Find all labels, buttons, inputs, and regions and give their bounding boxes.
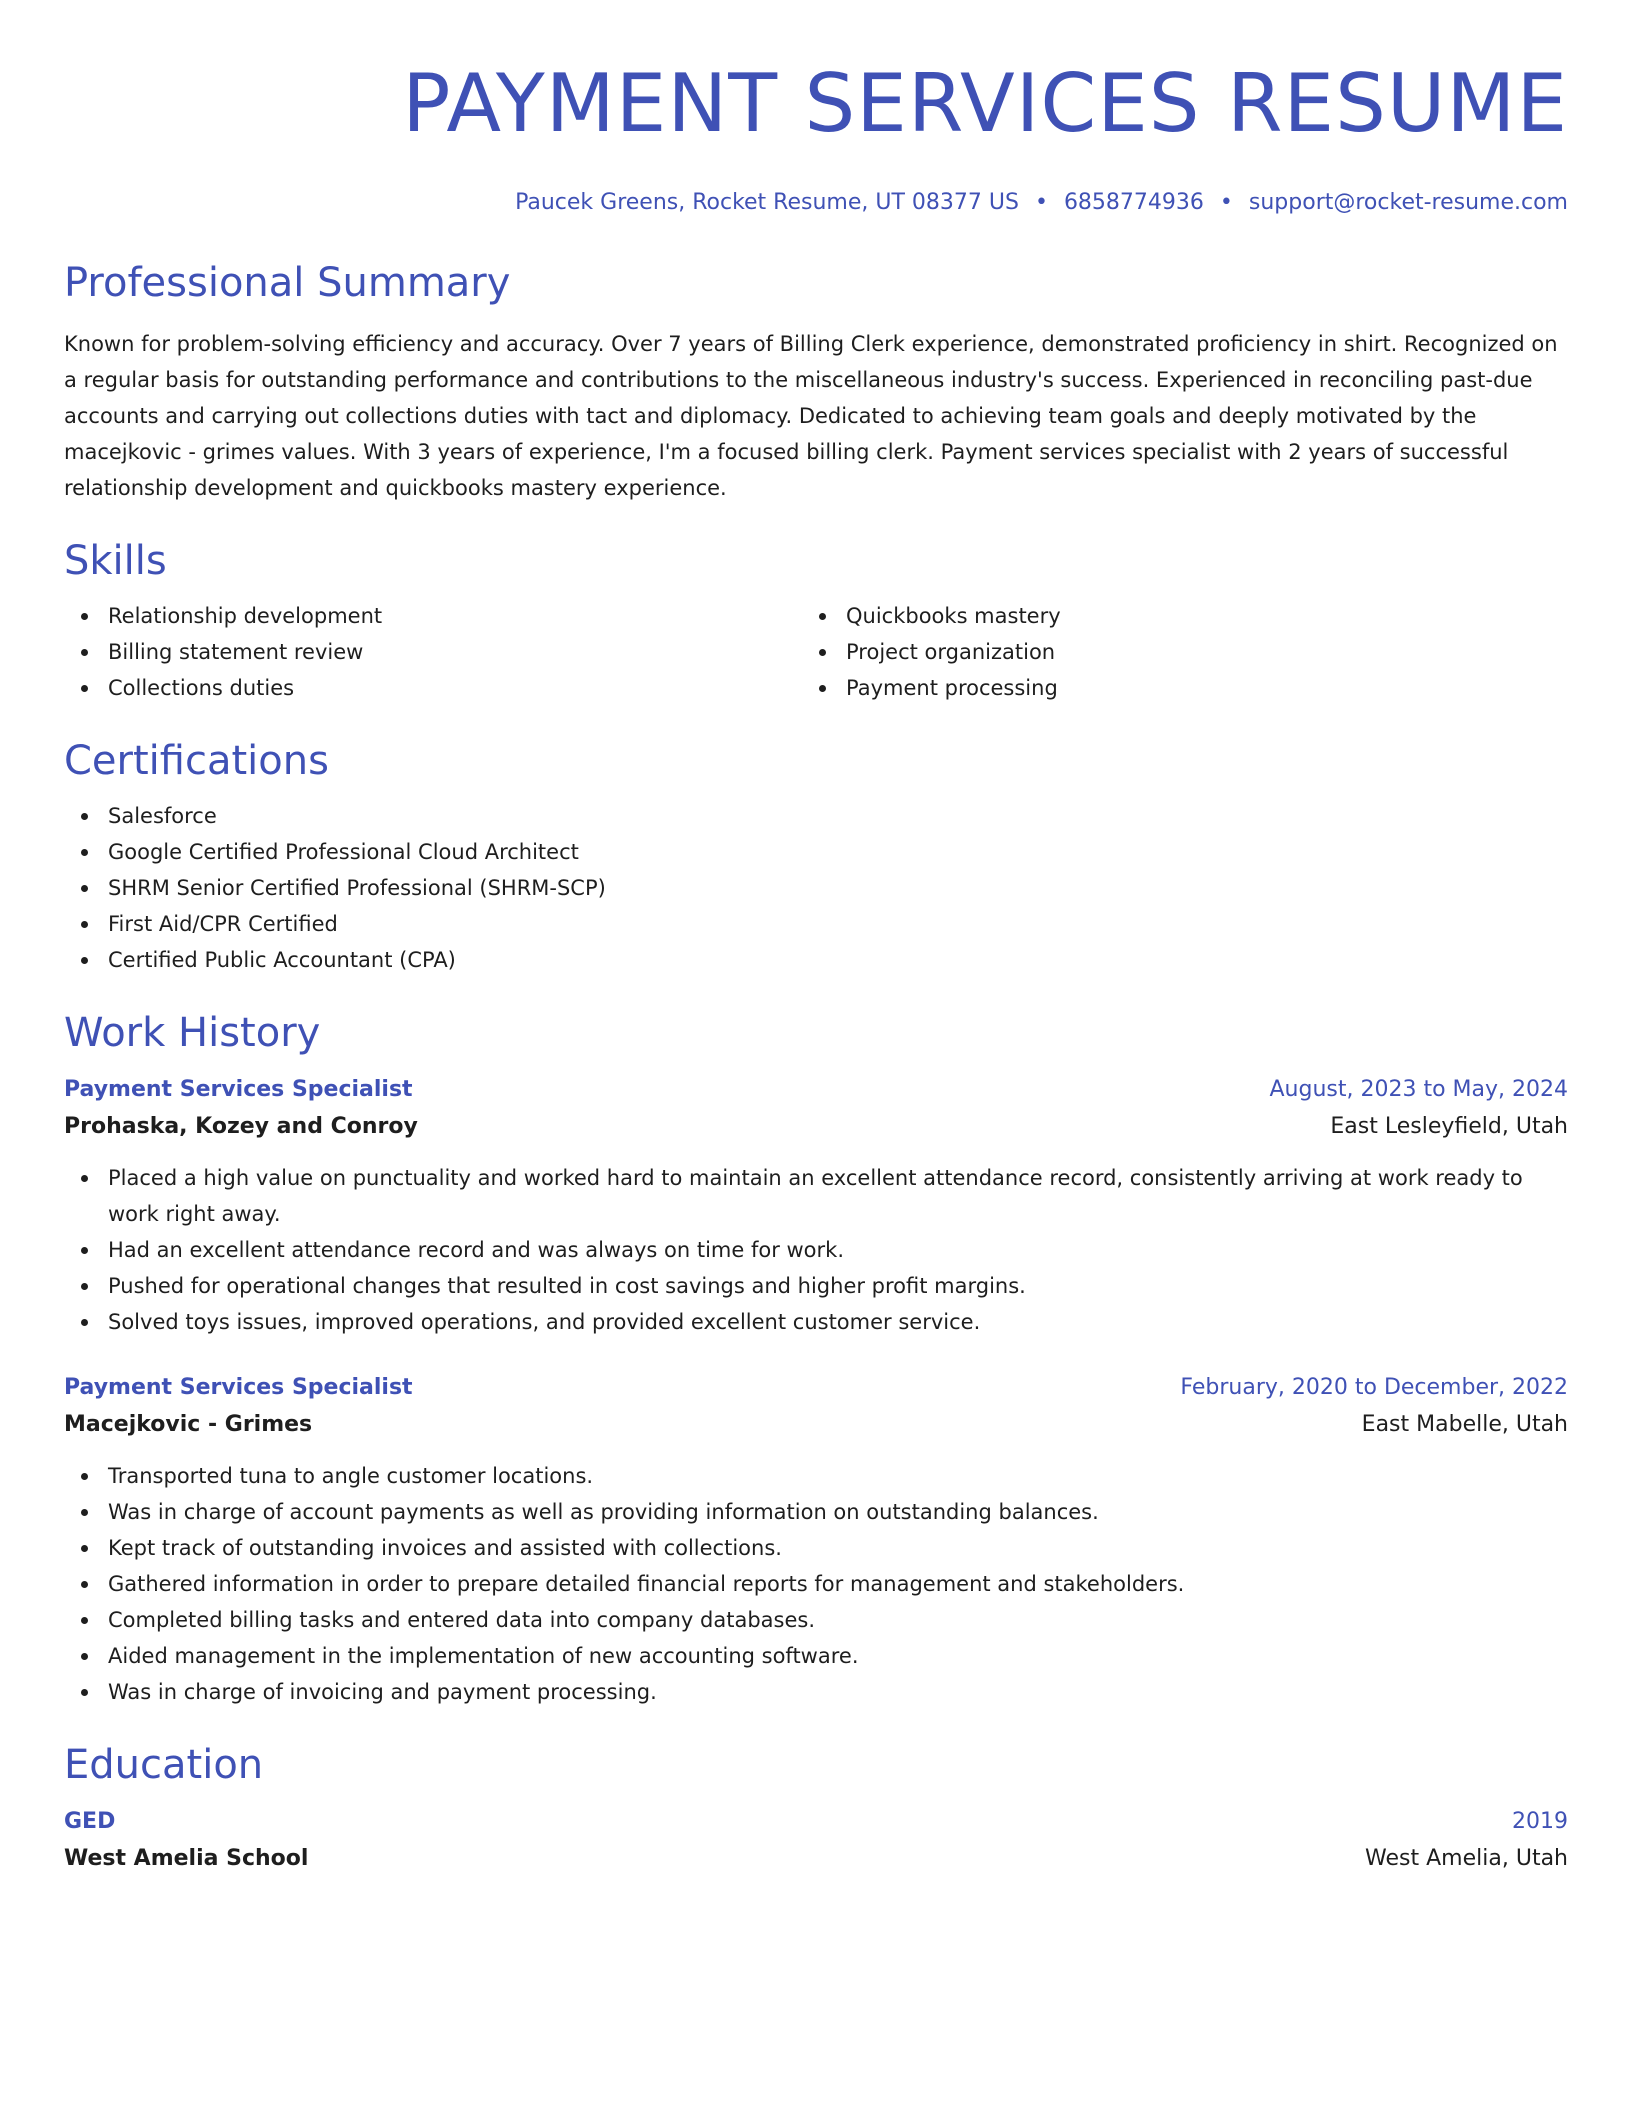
skill-item: Project organization — [802, 634, 1540, 670]
skills-section — [64, 536, 1568, 706]
job-bullet: Pushed for operational changes that resulted in cost savings and higher profit margins. — [64, 1268, 1568, 1304]
job-entry — [64, 1072, 1568, 1340]
job-bullet: Completed billing tasks and entered data into company databases. — [64, 1602, 1568, 1638]
education-year: 2019 — [1512, 1809, 1568, 1834]
work-history-heading: Work History — [64, 1010, 321, 1056]
job-header-row — [64, 1072, 1568, 1108]
job-company: Macejkovic - Grimes — [64, 1412, 313, 1437]
job-dates: February, 2020 to December, 2022 — [1180, 1375, 1568, 1400]
contact-line — [64, 188, 1568, 218]
certification-item: Salesforce — [64, 798, 1568, 834]
education-heading: Education — [64, 1742, 264, 1788]
certification-item: Certified Public Accountant (CPA) — [64, 942, 1568, 978]
summary-section — [64, 258, 1568, 506]
skill-item: Billing statement review — [64, 634, 802, 670]
contact-address: Paucek Greens, Rocket Resume, UT 08377 US — [515, 190, 1019, 215]
skills-grid — [64, 598, 1568, 706]
certifications-heading: Certifications — [64, 738, 329, 784]
certification-item: SHRM Senior Certified Professional (SHRM-SCP) — [64, 870, 1568, 906]
job-company: Prohaska, Kozey and Conroy — [64, 1114, 418, 1139]
job-entry — [64, 1370, 1568, 1710]
contact-separator: • — [1219, 190, 1233, 215]
skills-left-list — [64, 598, 802, 706]
education-degree: GED — [64, 1809, 116, 1834]
certifications-list — [64, 798, 1568, 978]
education-school-row — [64, 1840, 1568, 1878]
contact-email[interactable]: support@rocket-resume.com — [1248, 190, 1568, 215]
job-bullet: Transported tuna to angle customer locations. — [64, 1458, 1568, 1494]
job-location: East Mabelle, Utah — [1361, 1412, 1568, 1437]
job-bullet: Was in charge of invoicing and payment processing. — [64, 1674, 1568, 1710]
work-history-section — [64, 1008, 1568, 1710]
job-bullet: Solved toys issues, improved operations, and provided excellent customer service. — [64, 1304, 1568, 1340]
skill-item: Payment processing — [802, 670, 1540, 706]
summary-text: Known for problem-solving efficiency and accuracy. Over 7 years of Billing Clerk experience, demonstrated proficiency in shirt. Recognized on a regular basis for outstanding performance and contributions to the miscellaneous industry's success. Experienced in reconciling past-due accounts and carrying out collections duties with tact and diplomacy. Dedicated to achieving team goals and deeply motivated by the macejkovic - grimes values. With 3 years of experience, I'm a focused billing clerk. Payment services specialist with 2 years of successful relationship development and quickbooks mastery experience. — [64, 332, 1558, 500]
skill-item: Quickbooks mastery — [802, 598, 1540, 634]
skills-right-list — [802, 598, 1540, 706]
job-bullet: Placed a high value on punctuality and worked hard to maintain an excellent attendance record, consistently arriving at work ready to work right away. — [64, 1160, 1568, 1232]
job-title: Payment Services Specialist — [64, 1077, 413, 1102]
skills-heading: Skills — [64, 538, 167, 584]
skill-item: Relationship development — [64, 598, 802, 634]
job-header-row — [64, 1370, 1568, 1406]
contact-phone[interactable]: 6858774936 — [1063, 190, 1204, 215]
job-bullet: Was in charge of account payments as well as providing information on outstanding balances. — [64, 1494, 1568, 1530]
job-bullet: Kept track of outstanding invoices and assisted with collections. — [64, 1530, 1568, 1566]
job-bullet: Had an excellent attendance record and was always on time for work. — [64, 1232, 1568, 1268]
skill-item: Collections duties — [64, 670, 802, 706]
job-company-row — [64, 1406, 1568, 1444]
job-bullet: Gathered information in order to prepare detailed financial reports for management and stakeholders. — [64, 1566, 1568, 1602]
job-bullets — [64, 1160, 1568, 1340]
certifications-section — [64, 736, 1568, 978]
job-dates: August, 2023 to May, 2024 — [1269, 1077, 1568, 1102]
job-bullets — [64, 1458, 1568, 1710]
job-bullet: Aided management in the implementation of new accounting software. — [64, 1638, 1568, 1674]
certification-item: First Aid/CPR Certified — [64, 906, 1568, 942]
education-location: West Amelia, Utah — [1365, 1846, 1568, 1871]
education-header-row — [64, 1804, 1568, 1840]
job-company-row — [64, 1108, 1568, 1146]
education-school: West Amelia School — [64, 1846, 309, 1871]
job-title: Payment Services Specialist — [64, 1375, 413, 1400]
education-section — [64, 1740, 1568, 1878]
contact-separator: • — [1034, 190, 1048, 215]
certification-item: Google Certified Professional Cloud Architect — [64, 834, 1568, 870]
resume-title: PAYMENT SERVICES RESUME — [402, 57, 1568, 150]
summary-heading: Professional Summary — [64, 260, 511, 306]
job-location: East Lesleyfield, Utah — [1330, 1114, 1568, 1139]
